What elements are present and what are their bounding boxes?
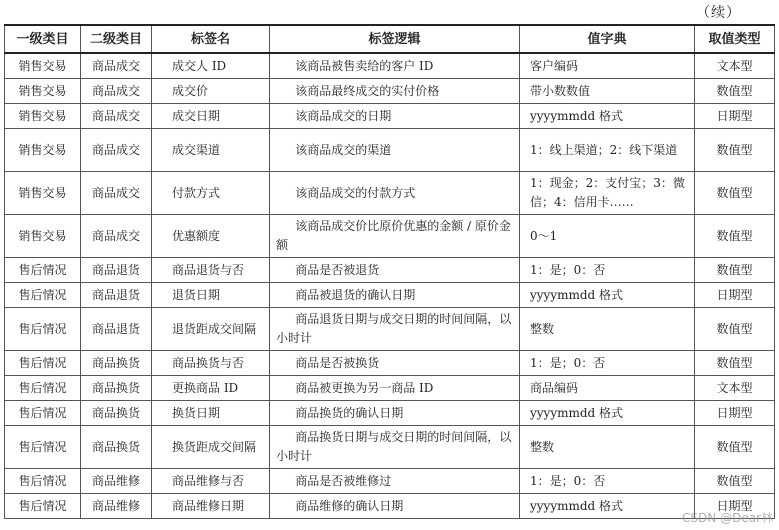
table-row [5,308,775,351]
tag-name-cell: 商品维修日期 [152,494,270,519]
value-type-cell: 文本型 [695,376,775,401]
table-row [5,376,775,401]
level2-category-cell: 商品换货 [81,351,152,376]
value-dictionary-cell: 整数 [520,426,695,469]
level2-category-cell: 商品成交 [81,104,152,129]
level2-category-cell: 商品成交 [81,129,152,172]
tag-logic-cell: 该商品成交的渠道 [270,129,520,172]
level2-category-cell: 商品换货 [81,401,152,426]
tag-logic-cell: 商品退货日期与成交日期的时间间隔，以小时计 [270,308,520,351]
level2-category-cell: 商品成交 [81,172,152,215]
value-type-cell: 文本型 [695,53,775,79]
tag-name-cell: 更换商品 ID [152,376,270,401]
table-row [5,426,775,469]
level2-category-cell: 商品维修 [81,469,152,494]
table-row [5,53,775,79]
tag-logic-cell: 该商品被售卖给的客户 ID [270,53,520,79]
value-type-cell: 数值型 [695,308,775,351]
value-dictionary-cell: yyyymmdd 格式 [520,283,695,308]
table-row [5,469,775,494]
table-row [5,258,775,283]
level1-category-cell: 售后情况 [5,283,81,308]
value-dictionary-cell: yyyymmdd 格式 [520,401,695,426]
level2-category-cell: 商品成交 [81,53,152,79]
level1-category-cell: 售后情况 [5,258,81,283]
level1-category-cell: 售后情况 [5,308,81,351]
value-dictionary-cell: 0～1 [520,215,695,258]
value-type-cell: 数值型 [695,469,775,494]
level1-category-cell: 售后情况 [5,376,81,401]
tag-logic-cell: 商品换货的确认日期 [270,401,520,426]
value-type-cell: 数值型 [695,258,775,283]
value-dictionary-cell: 客户编码 [520,53,695,79]
level1-category-cell: 销售交易 [5,172,81,215]
level1-category-cell: 销售交易 [5,79,81,104]
tag-logic-cell: 该商品成交的付款方式 [270,172,520,215]
tag-logic-cell: 商品是否被维修过 [270,469,520,494]
value-type-cell: 数值型 [695,426,775,469]
tag-name-cell: 退货距成交间隔 [152,308,270,351]
value-dictionary-cell: 1：是；0：否 [520,351,695,376]
table-row [5,351,775,376]
level2-category-cell: 商品换货 [81,376,152,401]
header-value-type: 取值类型 [695,25,775,53]
table-row [5,172,775,215]
level2-category-cell: 商品换货 [81,426,152,469]
level2-category-cell: 商品退货 [81,283,152,308]
value-type-cell: 数值型 [695,79,775,104]
tag-name-cell: 付款方式 [152,172,270,215]
table-header-row [5,25,775,53]
header-tag-logic: 标签逻辑 [270,25,520,53]
level1-category-cell: 售后情况 [5,469,81,494]
tag-logic-cell: 商品是否被换货 [270,351,520,376]
tag-name-cell: 商品维修与否 [152,469,270,494]
value-type-cell: 日期型 [695,283,775,308]
header-level2-category: 二级类目 [81,25,152,53]
value-type-cell: 日期型 [695,494,775,519]
value-dictionary-cell: 1：现金；2：支付宝；3：微信；4：信用卡…… [520,172,695,215]
value-type-cell: 数值型 [695,129,775,172]
value-dictionary-cell: yyyymmdd 格式 [520,104,695,129]
tag-name-cell: 商品退货与否 [152,258,270,283]
tag-name-cell: 成交人 ID [152,53,270,79]
level1-category-cell: 售后情况 [5,426,81,469]
table-row [5,79,775,104]
tag-name-cell: 商品换货与否 [152,351,270,376]
tag-name-cell: 成交日期 [152,104,270,129]
tag-logic-cell: 商品被更换为另一商品 ID [270,376,520,401]
level1-category-cell: 售后情况 [5,494,81,519]
tag-logic-cell: 商品是否被退货 [270,258,520,283]
value-type-cell: 数值型 [695,172,775,215]
level1-category-cell: 销售交易 [5,215,81,258]
tag-name-cell: 退货日期 [152,283,270,308]
header-value-dictionary: 值字典 [520,25,695,53]
tag-name-cell: 成交价 [152,79,270,104]
table-row [5,283,775,308]
tag-name-cell: 成交渠道 [152,129,270,172]
level2-category-cell: 商品退货 [81,258,152,283]
value-type-cell: 数值型 [695,215,775,258]
tag-logic-cell: 该商品最终成交的实付价格 [270,79,520,104]
tag-name-cell: 优惠额度 [152,215,270,258]
value-dictionary-cell: 1：线上渠道；2：线下渠道 [520,129,695,172]
tag-name-cell: 换货日期 [152,401,270,426]
value-type-cell: 日期型 [695,401,775,426]
tag-logic-cell: 商品维修的确认日期 [270,494,520,519]
value-dictionary-cell: 商品编码 [520,376,695,401]
value-dictionary-cell: 整数 [520,308,695,351]
value-type-cell: 日期型 [695,104,775,129]
value-dictionary-cell: 1：是；0：否 [520,469,695,494]
table-row [5,401,775,426]
value-dictionary-cell: 1：是；0：否 [520,258,695,283]
value-dictionary-cell: 带小数数值 [520,79,695,104]
level1-category-cell: 销售交易 [5,53,81,79]
table-body [5,53,775,519]
tag-name-cell: 换货距成交间隔 [152,426,270,469]
table-row [5,104,775,129]
table-row [5,129,775,172]
level2-category-cell: 商品成交 [81,215,152,258]
level1-category-cell: 售后情况 [5,351,81,376]
level2-category-cell: 商品退货 [81,308,152,351]
level1-category-cell: 销售交易 [5,104,81,129]
level1-category-cell: 售后情况 [5,401,81,426]
header-tag-name: 标签名 [152,25,270,53]
level2-category-cell: 商品成交 [81,79,152,104]
table-row [5,215,775,258]
level2-category-cell: 商品维修 [81,494,152,519]
tag-definition-table [4,24,775,519]
tag-logic-cell: 商品换货日期与成交日期的时间间隔，以小时计 [270,426,520,469]
tag-logic-cell: 商品被退货的确认日期 [270,283,520,308]
value-dictionary-cell: yyyymmdd 格式 [520,494,695,519]
continuation-note: （续） [696,5,741,21]
level1-category-cell: 销售交易 [5,129,81,172]
value-type-cell: 数值型 [695,351,775,376]
table-row [5,494,775,519]
watermark: CSDN @Dear林 [682,511,773,525]
tag-logic-cell: 该商品成交的日期 [270,104,520,129]
tag-logic-cell: 该商品成交价比原价优惠的金额 / 原价金额 [270,215,520,258]
header-level1-category: 一级类目 [5,25,81,53]
